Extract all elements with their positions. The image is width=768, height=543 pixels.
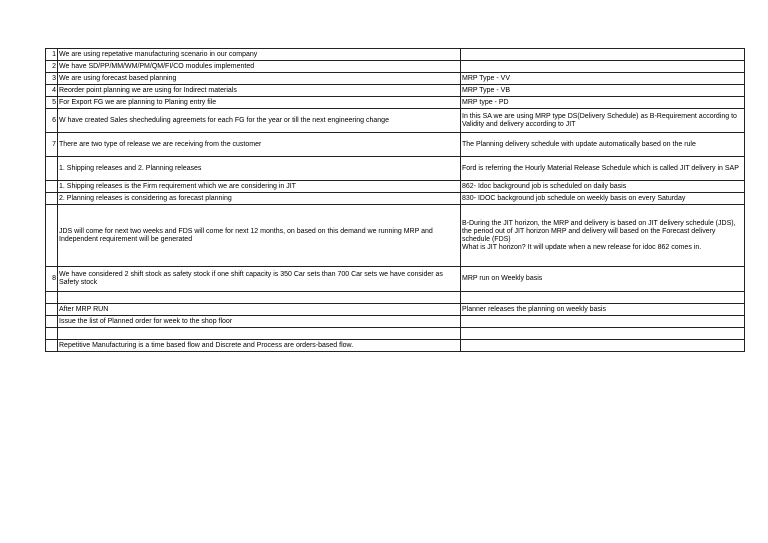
description-cell[interactable]: There are two type of release we are receiving from the customer	[58, 133, 461, 157]
table-row	[46, 193, 745, 205]
table-row	[46, 304, 745, 316]
note-cell[interactable]: B-During the JIT horizon, the MRP and delivery is based on JIT delivery schedule (JDS), the period out of JIT horizon MRP and delivery will based on the Forecast delivery schedule (FDS) What is JIT horizon? It will update when a new release for idoc 862 comes in.	[461, 205, 745, 267]
note-cell[interactable]: 862- Idoc background job is scheduled on daily basis	[461, 181, 745, 193]
note-cell[interactable]	[461, 49, 745, 61]
table-row	[46, 328, 745, 340]
table-row	[46, 49, 745, 61]
table-row	[46, 340, 745, 352]
note-cell[interactable]: MRP type - PD	[461, 97, 745, 109]
table-row	[46, 97, 745, 109]
description-cell[interactable]	[58, 328, 461, 340]
row-number-cell[interactable]	[46, 205, 58, 267]
description-cell[interactable]: Issue the list of Planned order for week to the shop floor	[58, 316, 461, 328]
description-cell[interactable]: After MRP RUN	[58, 304, 461, 316]
note-cell[interactable]	[461, 316, 745, 328]
row-number-cell[interactable]: 4	[46, 85, 58, 97]
row-number-cell[interactable]: 3	[46, 73, 58, 85]
row-number-cell[interactable]: 8	[46, 267, 58, 292]
table-row	[46, 109, 745, 133]
table-row	[46, 292, 745, 304]
description-cell[interactable]: For Export FG we are planning to Planing entry file	[58, 97, 461, 109]
table-row	[46, 205, 745, 267]
description-cell[interactable]: JDS will come for next two weeks and FDS will come for next 12 months, on based on this demand we running MRP and Independent requirement will be generated	[58, 205, 461, 267]
description-cell[interactable]: Reorder point planning we are using for Indirect materials	[58, 85, 461, 97]
table-row	[46, 157, 745, 181]
table-row	[46, 133, 745, 157]
description-cell[interactable]: 1. Shipping releases is the Firm requirement which we are considering in JIT	[58, 181, 461, 193]
table-row	[46, 181, 745, 193]
note-cell[interactable]: MRP run on Weekly basis	[461, 267, 745, 292]
note-cell[interactable]	[461, 292, 745, 304]
description-cell[interactable]: We are using repetative manufacturing scenario in our company	[58, 49, 461, 61]
row-number-cell[interactable]: 2	[46, 61, 58, 73]
description-cell[interactable]: We have considered 2 shift stock as safety stock if one shift capacity is 350 Car sets than 700 Car sets we have consider as Safety stock	[58, 267, 461, 292]
table-row	[46, 85, 745, 97]
note-cell[interactable]	[461, 340, 745, 352]
note-cell[interactable]: In this SA we are using MRP type DS(Delivery Schedule) as B-Requirement according to Validity and delivery according to JIT	[461, 109, 745, 133]
row-number-cell[interactable]	[46, 340, 58, 352]
description-cell[interactable]: W have created Sales shecheduling agreemets for each FG for the year or till the next engineering change	[58, 109, 461, 133]
row-number-cell[interactable]: 6	[46, 109, 58, 133]
row-number-cell[interactable]: 1	[46, 49, 58, 61]
description-cell[interactable]: Repetitive Manufacturing is a time based flow and Discrete and Process are orders-based flow.	[58, 340, 461, 352]
description-cell[interactable]	[58, 292, 461, 304]
row-number-cell[interactable]	[46, 304, 58, 316]
row-number-cell[interactable]	[46, 292, 58, 304]
table-row	[46, 316, 745, 328]
note-cell[interactable]: The Planning delivery schedule with update automatically based on the rule	[461, 133, 745, 157]
note-cell[interactable]: Planner releases the planning on weekly basis	[461, 304, 745, 316]
row-number-cell[interactable]: 7	[46, 133, 58, 157]
spreadsheet-table	[45, 48, 745, 352]
row-number-cell[interactable]	[46, 193, 58, 205]
description-cell[interactable]: 2. Planning releases is considering as forecast planning	[58, 193, 461, 205]
row-number-cell[interactable]	[46, 328, 58, 340]
note-cell[interactable]: Ford is referring the Hourly Material Release Schedule which is called JIT delivery in SAP	[461, 157, 745, 181]
note-cell[interactable]: MRP Type - VB	[461, 85, 745, 97]
description-cell[interactable]: We have SD/PP/MM/WM/PM/QM/FI/CO modules implemented	[58, 61, 461, 73]
description-cell[interactable]: 1. Shipping releases and 2. Planning releases	[58, 157, 461, 181]
row-number-cell[interactable]	[46, 181, 58, 193]
table-row	[46, 73, 745, 85]
table-row	[46, 61, 745, 73]
note-cell[interactable]: MRP Type - VV	[461, 73, 745, 85]
row-number-cell[interactable]	[46, 316, 58, 328]
description-cell[interactable]: We are using forecast based planning	[58, 73, 461, 85]
row-number-cell[interactable]: 5	[46, 97, 58, 109]
note-cell[interactable]	[461, 328, 745, 340]
row-number-cell[interactable]	[46, 157, 58, 181]
table-row	[46, 267, 745, 292]
note-cell[interactable]: 830- IDOC background job schedule on weekly basis on every Saturday	[461, 193, 745, 205]
note-cell[interactable]	[461, 61, 745, 73]
